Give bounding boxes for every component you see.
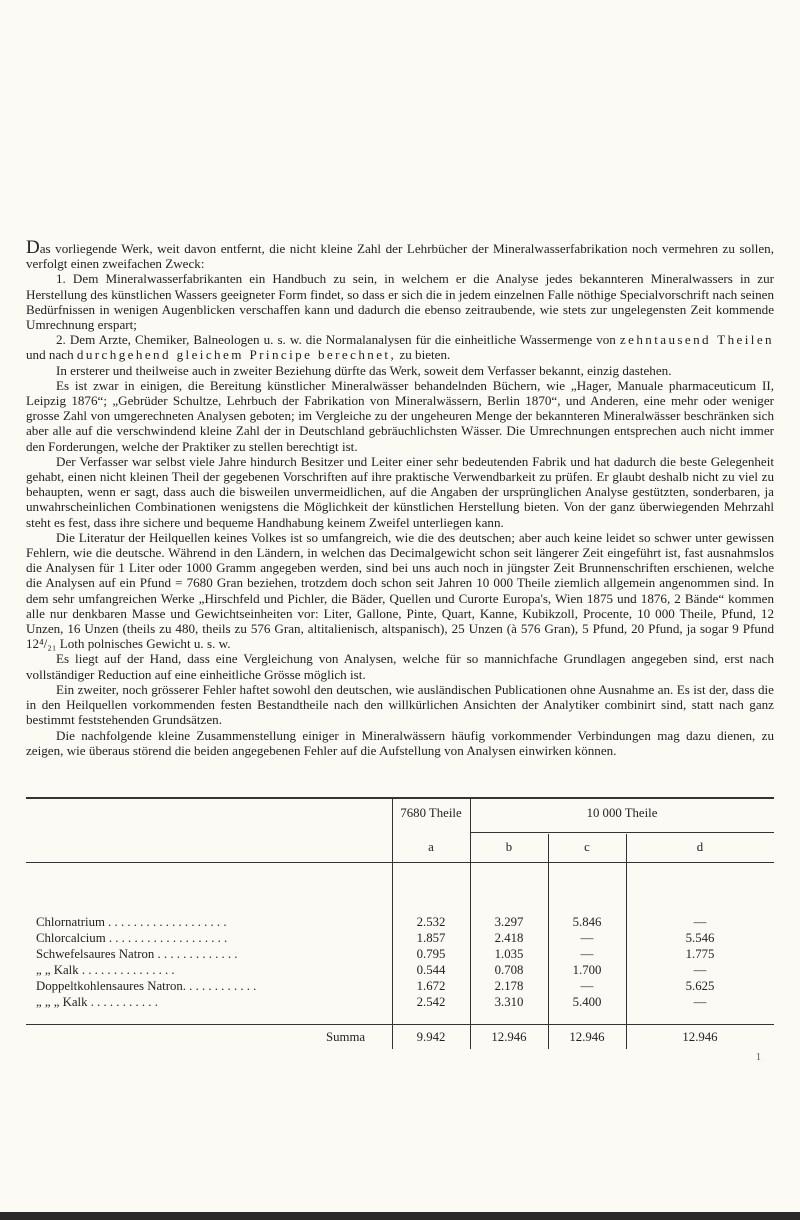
column-d [626, 914, 774, 1010]
cell: — [693, 963, 707, 977]
page-edge [0, 1212, 800, 1220]
table-row-label: „ „ „ Kalk . . . . . . . . . . . [36, 995, 158, 1009]
subheader-c: c [584, 840, 590, 854]
table-header-rule [26, 862, 774, 863]
sum-c: 12.946 [569, 1030, 605, 1044]
sum-label: Summa [326, 1030, 366, 1044]
subheader-b: b [505, 840, 513, 854]
cell: 1.775 [685, 947, 715, 961]
paragraph: Die Literatur der Heilquellen keines Volkes ist so umfangreich, wie die des deutschen; aber auch keine leidet so schwer unter gewissen Fehlern, wie die deutsche. Während in den Ländern, in welchen das Decimalgewicht schon seit längerer Zeit eingeführt ist, fast ausnahmslos die Analysen für 1 Liter oder 1000 Gramm angegeben werden, sind bei uns auch noch in jüngster Zeit Brunnenschriften erschienen, welche die Analysen auf ein Pfund = 7680 Gran beziehen, trotzdem doch schon seit Jahren 10 000 Theile ziemlich allgemein angenommen sind. In dem sehr umfangreichen Werke „Hirschfeld und Pichler, die Bäder, Quellen und Curorte Europa's, Wien 1875 und 1876, 2 Bände“ kommen alle nur denkbaren Masse und Gewichtseinheiten vor: Liter, Gallone, Pinte, Quart, Kanne, Kubikzoll, Procente, 10 000 Theile, Pfund, 12 Unzen, 16 Unzen (theils zu 480, theils zu 576 Gran, altitalienisch, altspanisch), 25 Unzen (à 576 Gran), 5 Pfund, 20 Pfund, ja sogar 9 Pfund 12⁴/₂₁ Loth polnisches Gewicht u. s. w. [26, 529, 774, 652]
paragraph: Die nachfolgende kleine Zusammenstellung einiger in Mineralwässern häufig vorkommender Verbindungen mag dazu dienen, zu zeigen, wie überaus störend die beiden angegebenen Fehler auf die Aufstellung von Analysen einwirken können. [26, 727, 774, 758]
cell: 1.672 [416, 979, 446, 993]
table-sum-rule [26, 1024, 774, 1025]
cell: — [580, 947, 594, 961]
cell: 5.546 [685, 931, 715, 945]
column-a [392, 914, 470, 1010]
cell: — [693, 915, 707, 929]
paragraph: Es ist zwar in einigen, die Bereitung künstlicher Mineralwässer behandelnden Büchern, wie „Hager, Manuale pharmaceuticum II, Leipzig 1876“; „Gebrüder Schultze, Lehrbuch der Fabrikation von Mineralwässern, Berlin 1870“, und Anderen, eine mehr oder weniger grosse Zahl von umgerechneten Analysen geboten; im Vergleiche zu der ungeheuren Menge der bekannteren Mineralwässer beschränken sich aber alle auf die verschwindend kleine Zahl der in Deutschland gebräuchlichsten Wässer. Die Umrechnungen entsprechen auch nicht immer den Forderungen, welche der Praktiker zu stellen berechtigt ist. [26, 377, 774, 454]
subheader-d: d [696, 840, 704, 854]
cell: 5.400 [572, 995, 602, 1009]
table-subheader-rule [470, 832, 774, 833]
paragraph: Ein zweiter, noch grösserer Fehler haftet sowohl den deutschen, wie ausländischen Publicationen ohne Ausnahme an. Es ist der, dass die in den Heilquellen vorkommenden festen Bestandtheile nach den willkürlichen Ansichten der Analytiker combinirt sind, statt nach ganz bestimmt feststehenden Grundsätzen. [26, 681, 774, 728]
sum-d: 12.946 [682, 1030, 718, 1044]
cell: 2.418 [494, 931, 524, 945]
emphasis-text: zehntausend Theilen [619, 332, 774, 348]
paragraph-point-1: 1. Dem Mineralwasserfabrikanten ein Handbuch zu sein, in welchem er die Analyse jedes bekannteren Mineralwassers in zur Herstellung des künstlichen Wassers geeigneter Form findet, so dass er sich die in jedem einzelnen Falle nöthige Specialvorschrift nach seinen Bedürfnissen in wenigen Augenblicken verschaffen kann und dadurch die ebenso zeitraubende, wie stets zur ungelegensten Zeit kommende Umrechnung erspart; [26, 271, 774, 333]
cell: 0.708 [494, 963, 524, 977]
table-row-label: Chlornatrium . . . . . . . . . . . . . . . . . . . [36, 915, 227, 929]
table-row-label: „ „ Kalk . . . . . . . . . . . . . . . [36, 963, 175, 977]
body-text [26, 237, 774, 758]
table-row-label: Schwefelsaures Natron . . . . . . . . . . . . . [36, 947, 238, 961]
paragraph: Der Verfasser war selbst viele Jahre hindurch Besitzer und Leiter einer sehr bedeutenden Fabrik und hat dadurch die beste Gelegenheit gehabt, einen nicht kleinen Theil der gegebenen Vorschriften auf ihre praktische Verwendbarkeit zu prüfen. Er glaubt deshalb nicht zu viel zu behaupten, wenn er sagt, dass auch die bisweilen unvermeidlichen, auf die Angaben der ursprünglichen Analyse gestützten, sonderbaren, ja unwahrscheinlichen Combinationen wenigstens die Möglichkeit der künstlichen Herstellung bieten. Von der ganz überwiegenden Mehrzahl steht es fest, dass ihre sichere und bequeme Handhabung keinem Zweifel unterliegen kann. [26, 453, 774, 530]
header-7680: 7680 Theile [400, 806, 462, 820]
cell: 5.846 [572, 915, 602, 929]
table-top-rule [26, 797, 774, 799]
sum-a: 9.942 [416, 1030, 446, 1044]
header-10000: 10 000 Theile [586, 806, 658, 820]
cell: 2.532 [416, 915, 446, 929]
paragraph-point-2: 2. Dem Arzte, Chemiker, Balneologen u. s. w. die Normalanalysen für die einheitliche Wassermenge von zehntausend Theilen und nach durchgehend gleichem Principe berechnet, zu bieten. [26, 332, 774, 363]
cell: — [693, 995, 707, 1009]
column-c [548, 914, 626, 1010]
cell: — [580, 931, 594, 945]
intro-paragraph: Das vorliegende Werk, weit davon entfernt, die nicht kleine Zahl der Lehrbücher der Mineralwasserfabrikation noch vermehren zu sollen, verfolgt einen zweifachen Zweck: [26, 237, 774, 272]
table-row-labels [36, 914, 256, 1010]
signature-mark: 1 [756, 1052, 761, 1063]
paragraph: In ersterer und theilweise auch in zweiter Beziehung dürfte das Werk, soweit dem Verfasser bekannt, einzig dastehen. [56, 362, 672, 378]
cell: 0.544 [416, 963, 446, 977]
cell: 3.297 [494, 915, 524, 929]
paragraph: Es liegt auf der Hand, dass eine Vergleichung von Analysen, welche für so mannichfache Grundlagen angegeben sind, erst nach vollständiger Reduction auf eine einheitliche Grösse möglich ist. [26, 651, 774, 682]
table-row-label: Doppeltkohlensaures Natron. . . . . . . . . . . . [36, 979, 257, 993]
cell: 3.310 [494, 995, 524, 1009]
cell: 5.625 [685, 979, 715, 993]
column-b [470, 914, 548, 1010]
table-row-label: Chlorcalcium . . . . . . . . . . . . . . . . . . . [36, 931, 228, 945]
cell: — [580, 979, 594, 993]
emphasis-text-2: durchgehend gleichem Principe berechnet, [76, 347, 397, 363]
cell: 2.178 [494, 979, 524, 993]
sum-b: 12.946 [491, 1030, 527, 1044]
cell: 1.035 [494, 947, 524, 961]
cell: 2.542 [416, 995, 446, 1009]
cell: 0.795 [416, 947, 446, 961]
subheader-a: a [428, 840, 434, 854]
cell: 1.700 [572, 963, 602, 977]
drop-cap: D [26, 237, 40, 258]
cell: 1.857 [416, 931, 446, 945]
